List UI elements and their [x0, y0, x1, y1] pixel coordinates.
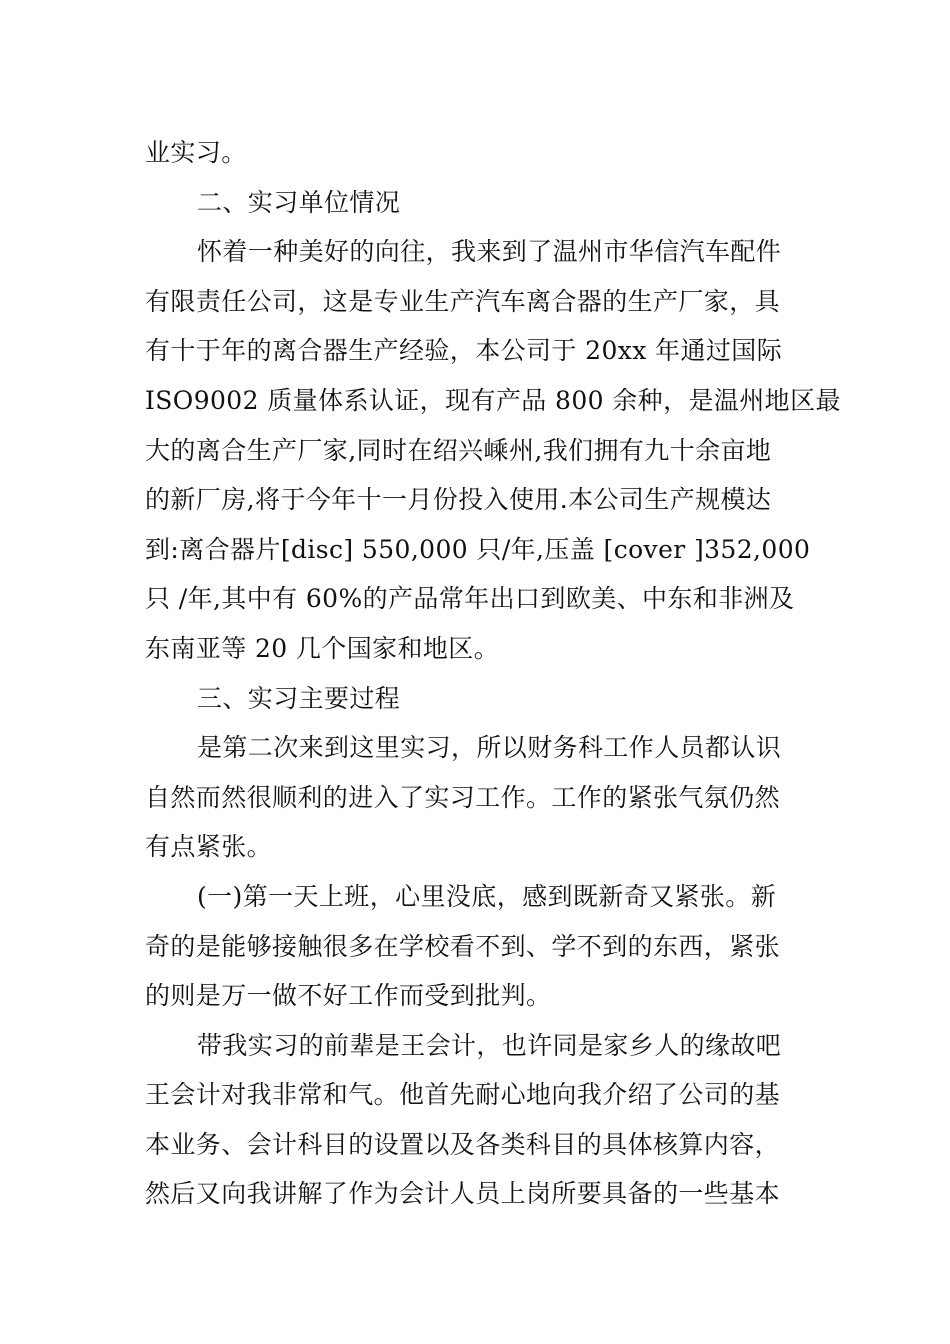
text-line: 带我实习的前辈是王会计，也许同是家乡人的缘故吧 [197, 1030, 782, 1060]
section-heading: 三、实习主要过程 [197, 683, 401, 713]
text-line: 然后又向我讲解了作为会计人员上岗所要具备的一些基本 [145, 1179, 781, 1209]
text-line: 自然而然很顺利的进入了实习工作。工作的紧张气氛仍然 [145, 782, 781, 812]
text-line: 大的离合生产厂家,同时在绍兴嵊州,我们拥有九十余亩地 [145, 435, 772, 465]
text-line: 的新厂房,将于今年十一月份投入使用.本公司生产规模达 [145, 485, 772, 515]
text-line: 奇的是能够接触很多在学校看不到、学不到的东西，紧张 [145, 931, 781, 961]
text-line: 有点紧张。 [145, 832, 273, 862]
text-line: 有限责任公司，这是专业生产汽车离合器的生产厂家，具 [145, 286, 781, 316]
text-line: 有十于年的离合器生产经验，本公司于 20xx 年通过国际 [145, 336, 783, 366]
text-line: 王会计对我非常和气。他首先耐心地向我介绍了公司的基 [145, 1080, 781, 1110]
section-heading: 二、实习单位情况 [197, 187, 401, 217]
document-body [145, 128, 841, 1219]
text-line: 是第二次来到这里实习，所以财务科工作人员都认识 [197, 733, 782, 763]
text-line: (一)第一天上班，心里没底，感到既新奇又紧张。新 [197, 881, 777, 911]
text-line: ISO9002 质量体系认证，现有产品 800 余种，是温州地区最 [145, 385, 841, 415]
text-line: 东南亚等 20 几个国家和地区。 [145, 633, 500, 663]
text-line: 业实习。 [145, 138, 247, 167]
text-line: 本业务、会计科目的设置以及各类科目的具体核算内容， [145, 1129, 781, 1159]
text-line: 到:离合器片[disc] 550,000 只/年,压盖 [cover ]352,000 [145, 534, 811, 564]
text-line: 的则是万一做不好工作而受到批判。 [145, 981, 552, 1011]
text-line: 只 /年,其中有 60%的产品常年出口到欧美、中东和非洲及 [145, 584, 795, 614]
text-line: 怀着一种美好的向往，我来到了温州市华信汽车配件 [197, 237, 782, 267]
